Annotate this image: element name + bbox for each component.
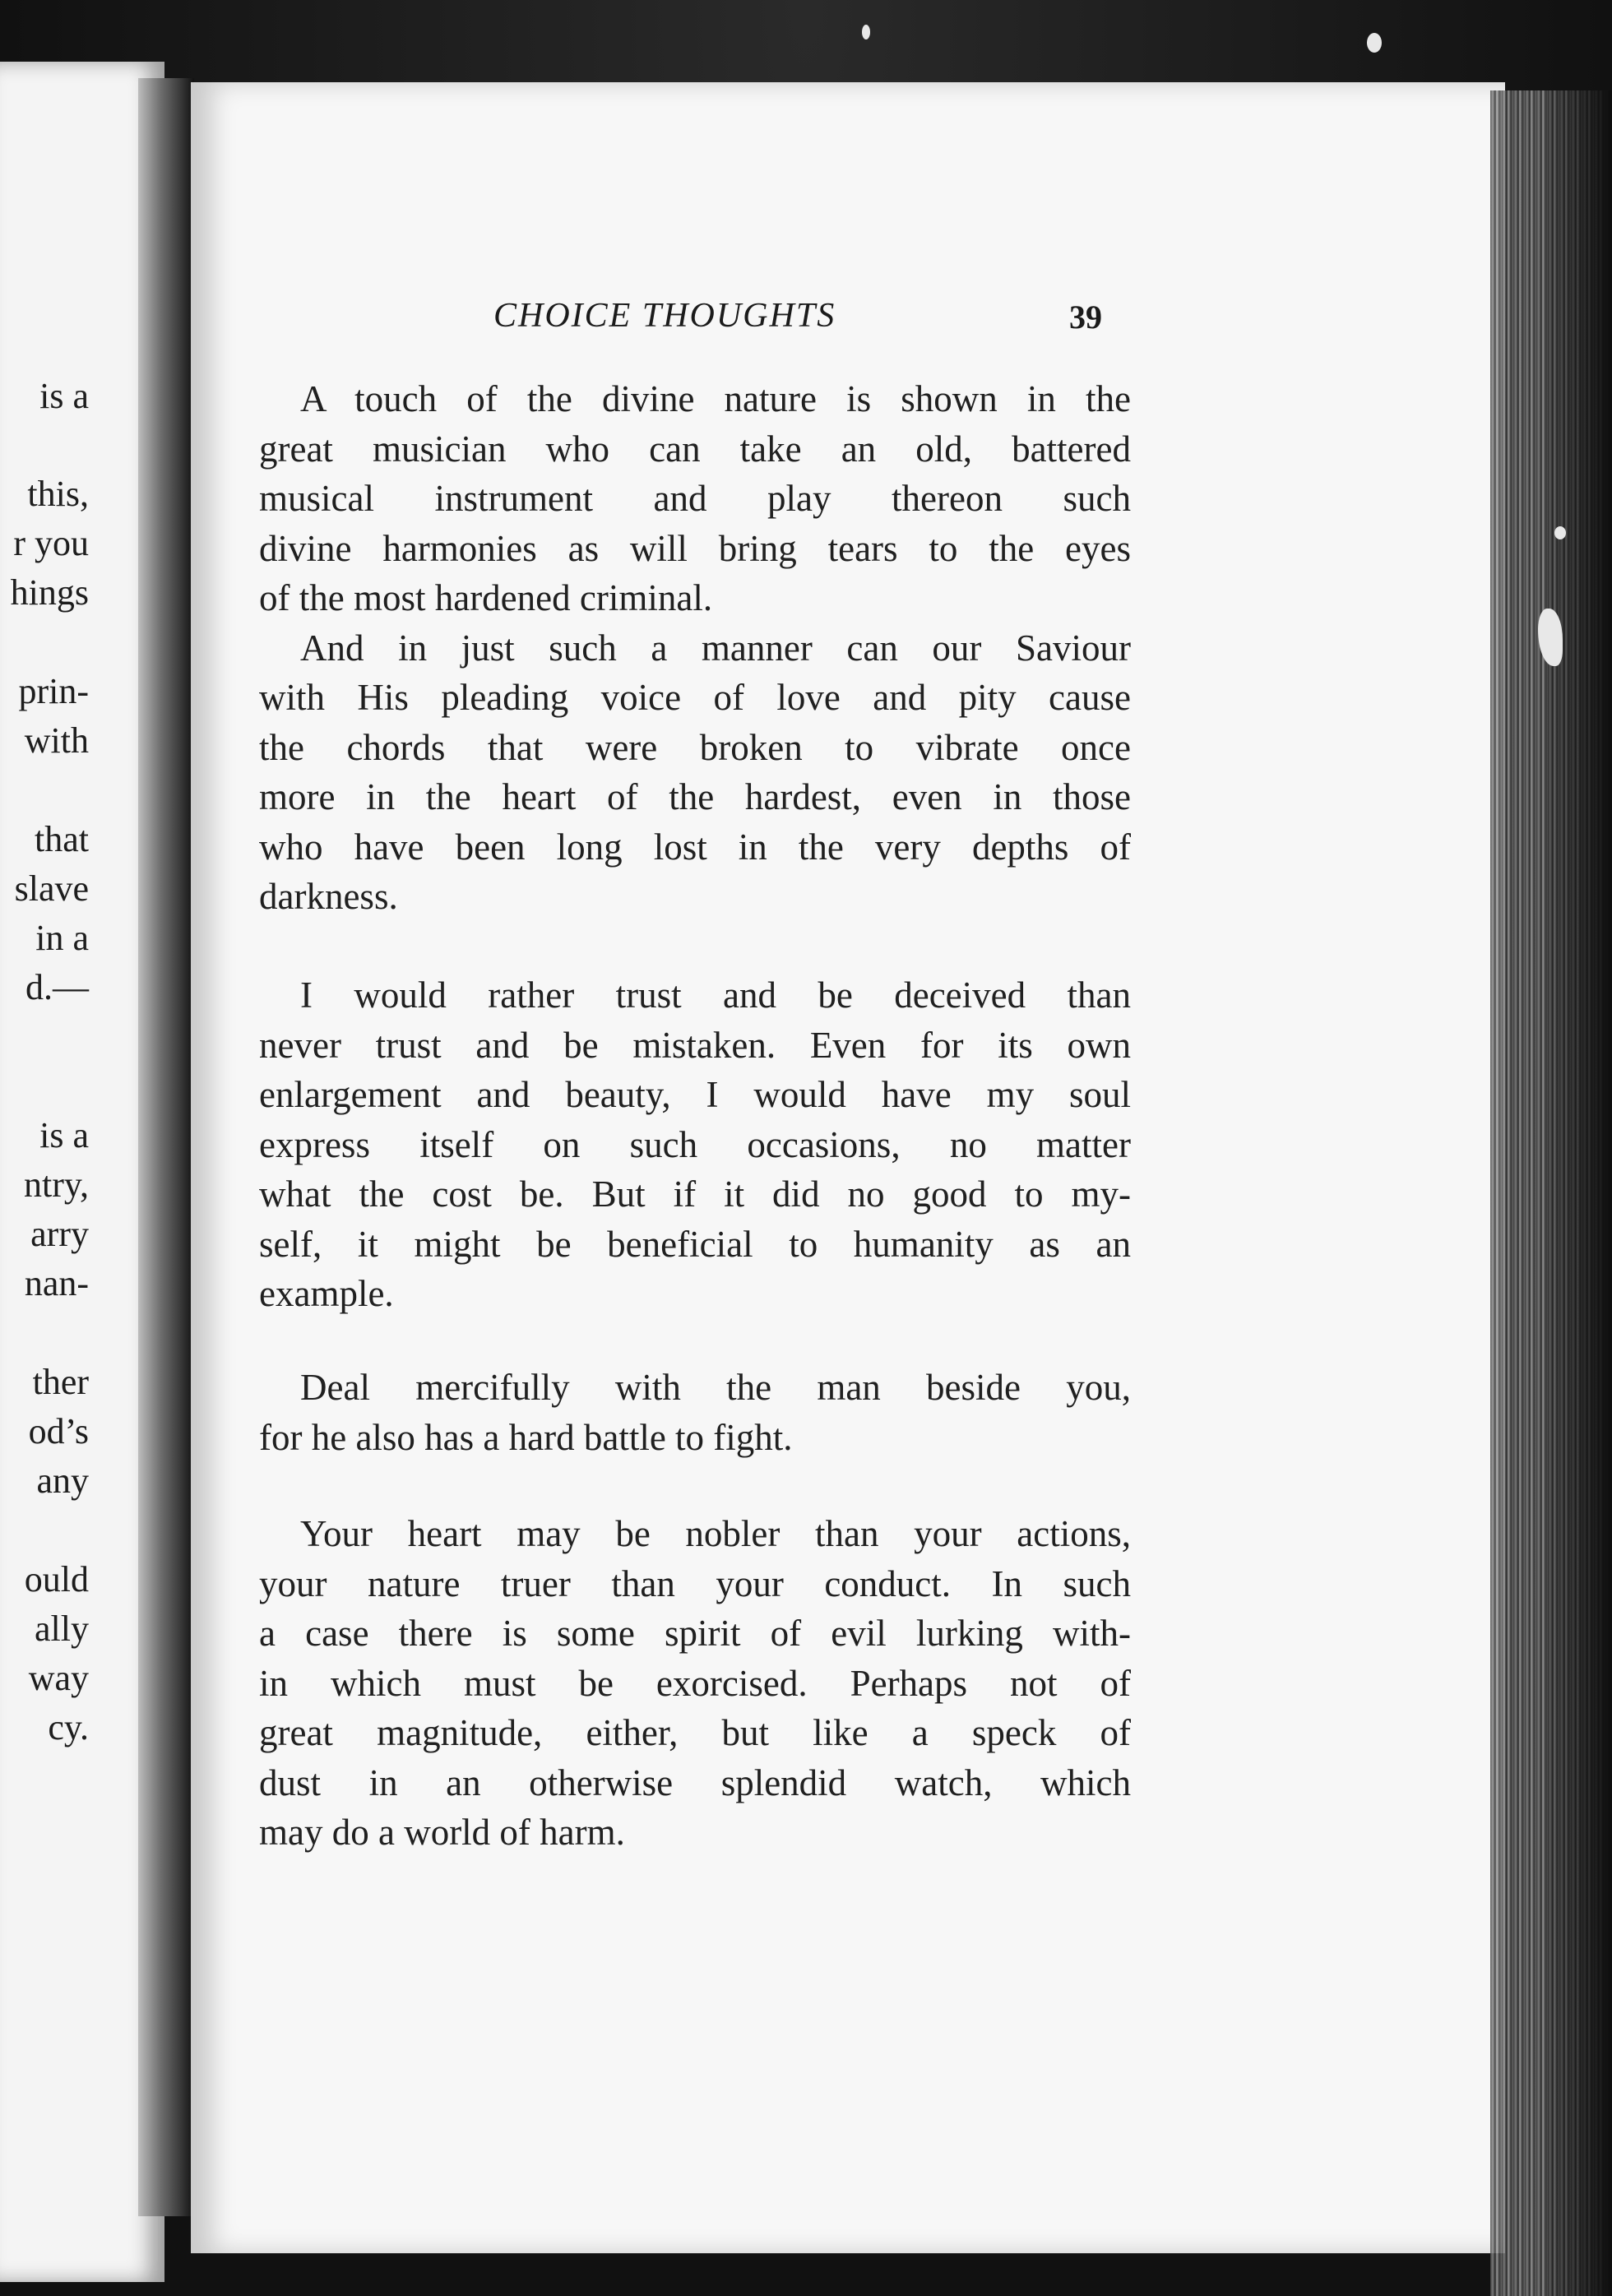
text-line: great magnitude, either, but like a speck of <box>259 1712 1131 1753</box>
fragment-line: hings <box>10 572 89 613</box>
text-line: musical instrument and play thereon such <box>259 478 1131 519</box>
text-line: enlargement and beauty, I would have my soul <box>259 1074 1131 1115</box>
fragment-line: any <box>36 1460 89 1501</box>
running-title: CHOICE THOUGHTS <box>493 297 836 335</box>
text-line: A touch of the divine nature is shown in the <box>300 378 1131 419</box>
text-line: darkness. <box>259 876 398 917</box>
text-line: Your heart may be nobler than your actions, <box>300 1513 1131 1554</box>
text-line: example. <box>259 1273 394 1314</box>
book-gutter <box>138 78 194 2216</box>
text-line: great musician who can take an old, battered <box>259 428 1131 470</box>
text-line: more in the heart of the hardest, even in those <box>259 776 1131 817</box>
text-line: with His pleading voice of love and pity cause <box>259 677 1131 718</box>
fragment-line: slave <box>14 868 89 909</box>
scan-speck <box>1554 526 1566 539</box>
text-line: never trust and be mistaken. Even for its own <box>259 1024 1131 1066</box>
page-edges-shadow <box>1546 90 1612 2296</box>
fragment-line: ally <box>35 1609 89 1649</box>
text-line: I would rather trust and be deceived than <box>300 974 1131 1016</box>
fragment-line: cy. <box>48 1707 89 1747</box>
text-line: a case there is some spirit of evil lurking with- <box>259 1613 1131 1654</box>
fragment-line: with <box>24 720 89 761</box>
text-line: in which must be exorcised. Perhaps not of <box>259 1662 1131 1704</box>
fragment-line: ould <box>24 1559 89 1599</box>
text-line: self, it might be beneficial to humanity as an <box>259 1223 1131 1265</box>
fragment-line: nan- <box>24 1263 89 1303</box>
page-number: 39 <box>1069 299 1102 336</box>
text-line: dust in an otherwise splendid watch, which <box>259 1761 1131 1803</box>
fragment-line: od’s <box>28 1411 89 1451</box>
paragraph <box>259 374 1131 922</box>
fragment-line: way <box>28 1658 89 1698</box>
scan-speck <box>862 25 870 39</box>
paragraph <box>259 970 1131 1319</box>
text-line: of the most hardened criminal. <box>259 577 713 618</box>
fragment-line: r you <box>13 523 89 563</box>
fragment-line: that <box>35 819 89 859</box>
text-line: what the cost be. But if it did no good to my- <box>259 1173 1131 1215</box>
fragment-line: is a <box>39 1115 89 1155</box>
paragraph <box>259 1363 1131 1462</box>
fragment-line: d.— <box>25 967 89 1007</box>
fragment-line: prin- <box>18 671 89 711</box>
paragraph <box>259 1509 1131 1858</box>
fragment-line: arry <box>30 1214 89 1254</box>
text-line: And in just such a manner can our Saviour <box>300 627 1131 669</box>
fragment-line: ntry, <box>23 1164 89 1205</box>
fragment-line: is a <box>39 376 89 416</box>
scan-speck <box>1367 33 1382 53</box>
text-line: for he also has a hard battle to fight. <box>259 1416 793 1458</box>
fragment-line: in a <box>35 918 89 958</box>
previous-page-text <box>0 62 99 2282</box>
text-line: who have been long lost in the very depths of <box>259 826 1131 868</box>
text-line: may do a world of harm. <box>259 1812 625 1853</box>
text-line: the chords that were broken to vibrate once <box>259 726 1131 768</box>
fragment-line: ther <box>32 1362 89 1402</box>
text-line: divine harmonies as will bring tears to the eyes <box>259 527 1131 569</box>
text-line: express itself on such occasions, no matter <box>259 1123 1131 1165</box>
text-line: Deal mercifully with the man beside you, <box>300 1367 1131 1408</box>
fragment-line: this, <box>27 474 89 514</box>
text-line: your nature truer than your conduct. In such <box>259 1562 1131 1604</box>
